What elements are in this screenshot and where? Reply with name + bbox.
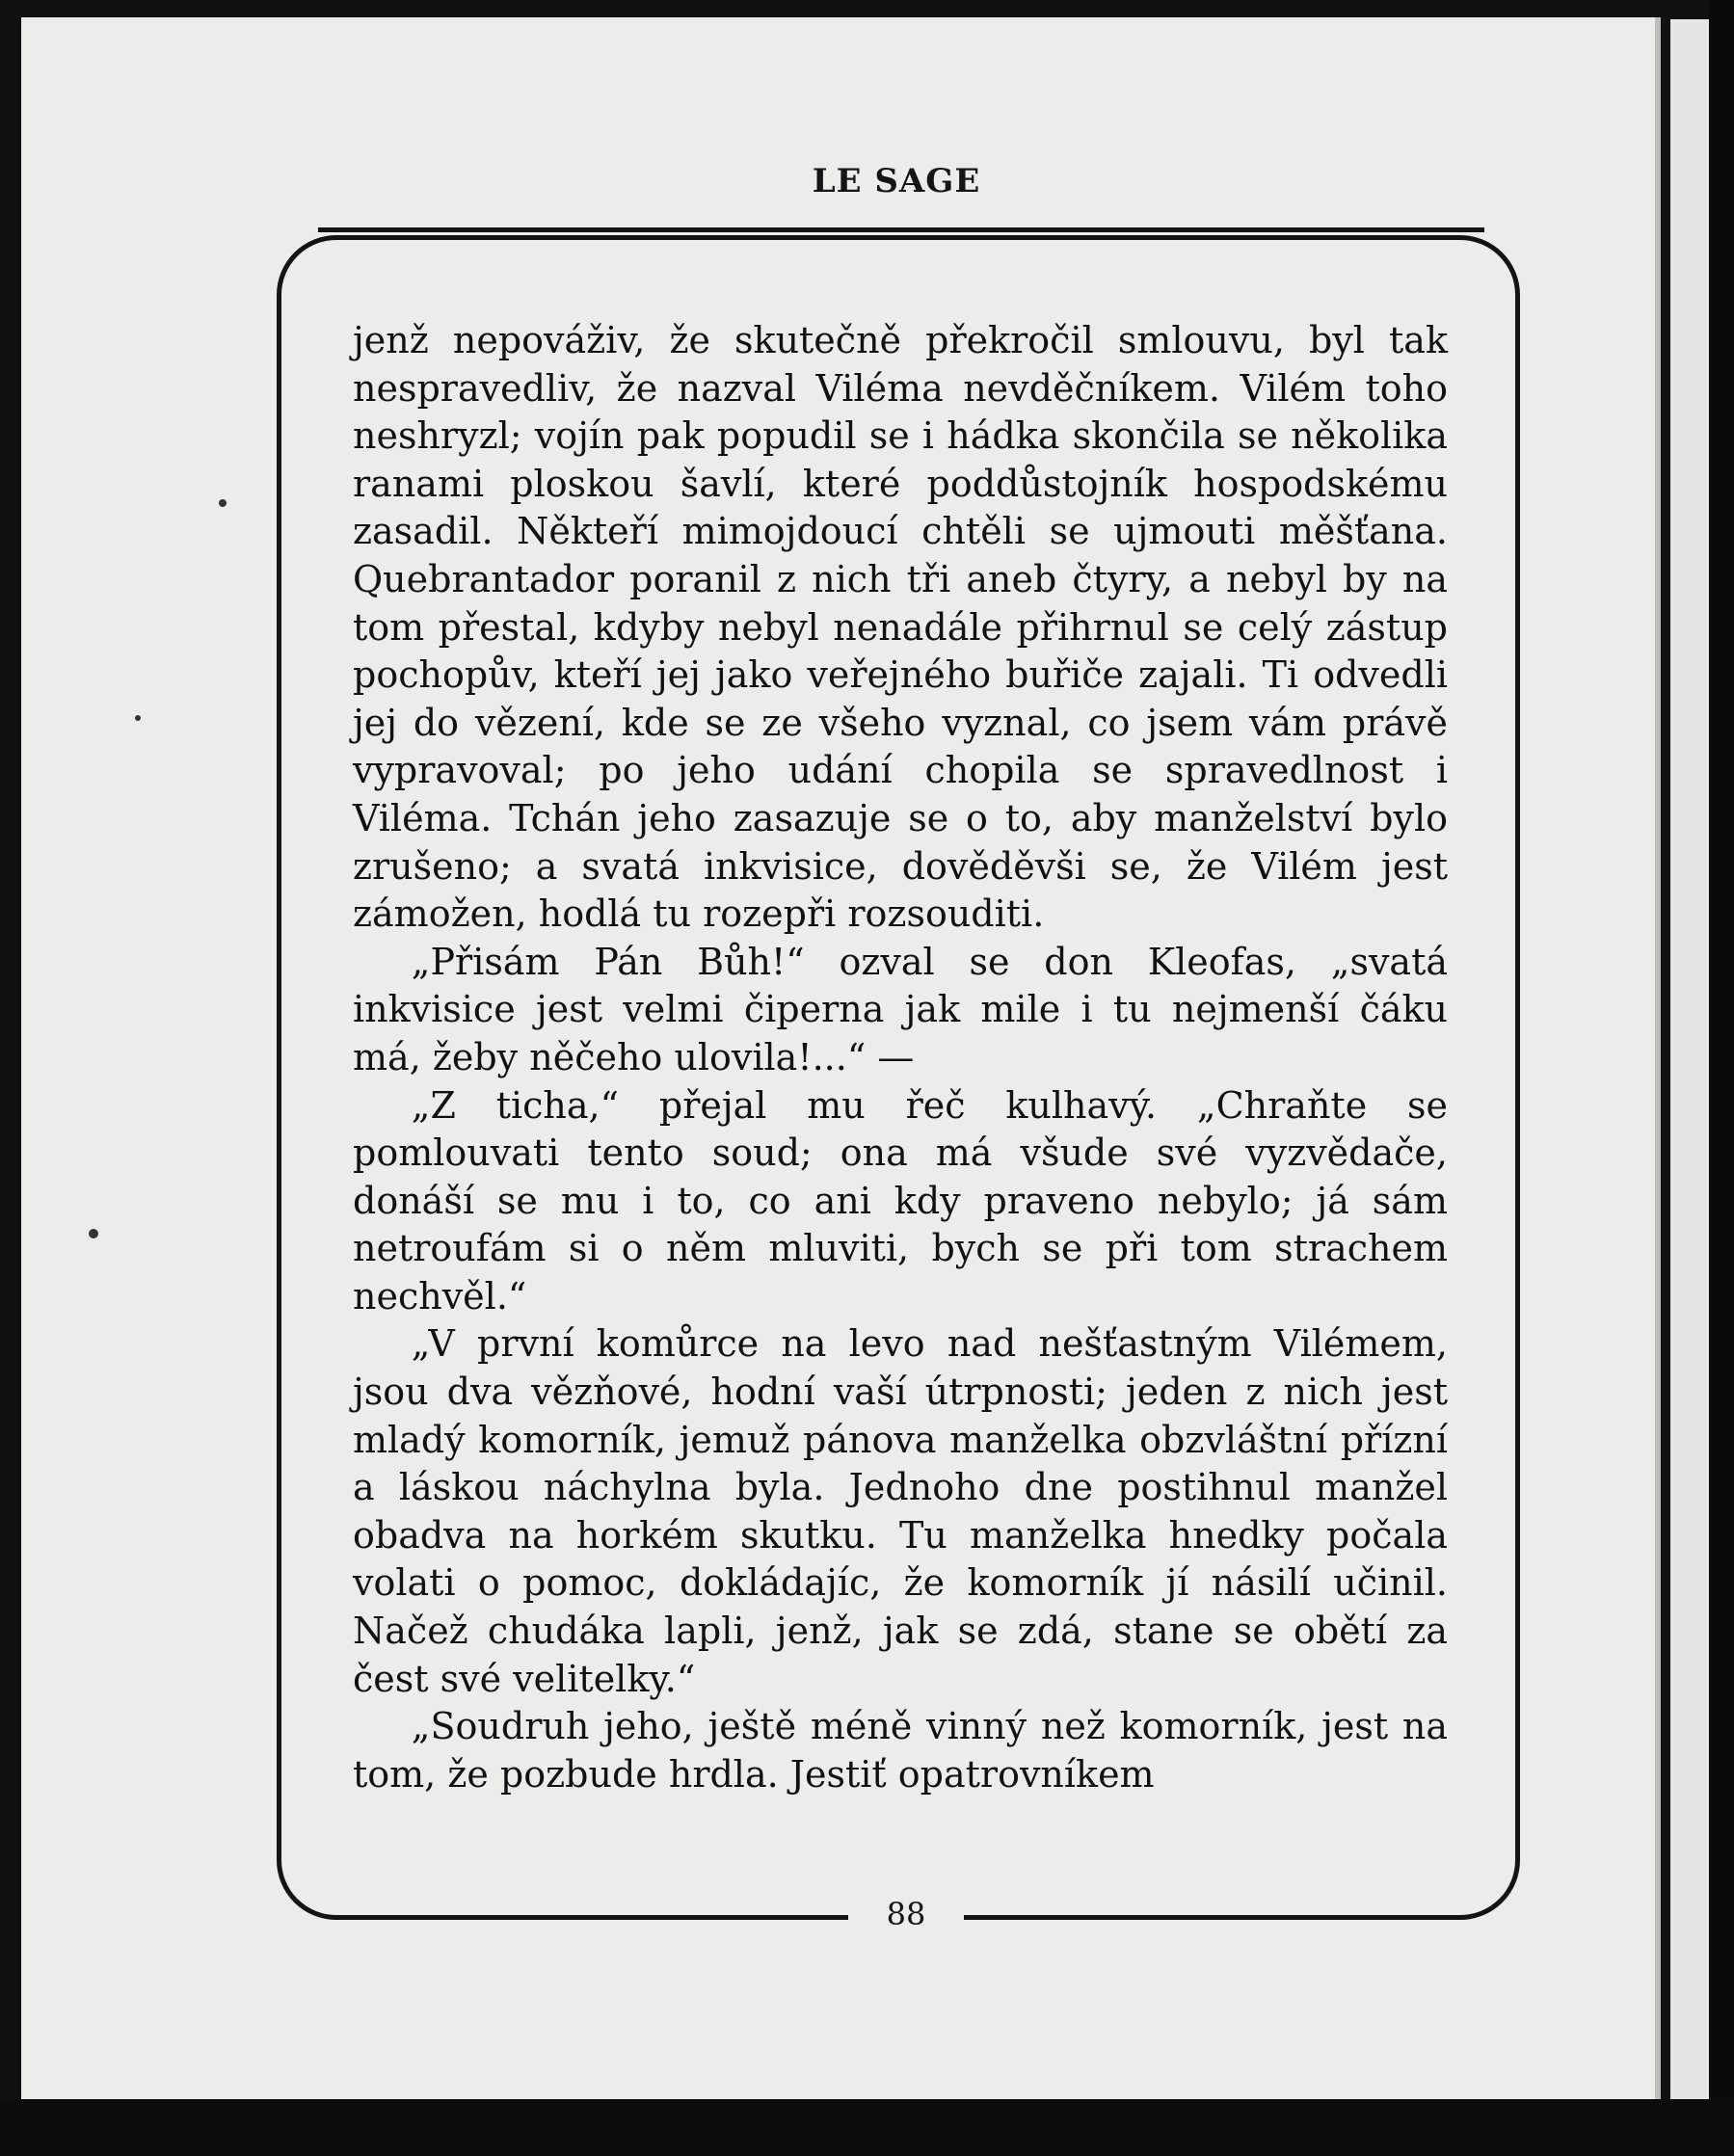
paragraph: „Soudruh jeho, ještě méně vinný než komorník, jest na tom, že pozbude hrdla. Jestiť opatrovníkem xyxy=(353,1705,1448,1796)
paragraph: „Z ticha,“ přejal mu řeč kulhavý. „Chraňte se pomlouvati tento soud; ona má všude své vyzvědače, donáší se mu i to, co ani kdy praveno nebylo; já sám netroufám si o něm mluviti, bych se při tom strachem nechvěl.“ xyxy=(353,1083,1448,1318)
paper-speck xyxy=(135,715,141,721)
frame-top-rule xyxy=(318,227,1484,232)
paper-speck xyxy=(89,1229,98,1238)
paragraph: „Přisám Pán Bůh!“ ozval se don Kleofas, „svatá inkvisice jest velmi čiperna jak mile i tu nejmenší čáku má, žeby něčeho ulovila!...“ — xyxy=(353,940,1448,1078)
paragraph: jenž nepováživ, že skutečně překročil smlouvu, byl tak nespravedliv, že nazval Viléma nevděčníkem. Vilém toho neshryzl; vojín pak popudil se i hádka skončila se několika ranami ploskou šavlí, které poddůstojník hospodskému zasadil. Někteří mimojdoucí chtěli se ujmouti měšťana. Quebrantador poranil z nich tři aneb čtyry, a nebyl by na tom přestal, kdyby nebyl nenadále přihrnul se celý zástup pochopův, kteří jej jako veřejného buřiče zajali. Ti odvedli jej do vězení, kde se ze všeho vyznal, co jsem vám právě vypravoval; po jeho udání chopila se spravedlnost i Viléma. Tchán jeho zasazuje se o to, aby manželství bylo zrušeno; a svatá inkvisice, dověděvši se, že Vilém jest zámožen, hodlá tu rozepři rozsouditi. xyxy=(353,319,1448,936)
body-text xyxy=(353,317,1448,1798)
running-head: LE SAGE xyxy=(812,162,981,200)
page-number: 88 xyxy=(886,1896,926,1932)
paper-speck xyxy=(219,499,227,507)
scan-border-right xyxy=(1709,0,1734,2156)
scan-border-bottom xyxy=(0,2099,1734,2156)
paragraph: „V první komůrce na levo nad nešťastným Vilémem, jsou dva vězňové, hodní vaší útrpnosti; jeden z nich jest mladý komorník, jemuž pánova manželka obzvláštní přízní a láskou náchylna byla. Jednoho dne postihnul manžel obadva na horkém skutku. Tu manželka hnedky počala volati o pomoc, dokládajíc, že komorník jí násilí učinil. Načež chudáka lapli, jenž, jak se zdá, stane se obětí za čest své velitelky.“ xyxy=(353,1322,1448,1700)
facing-page-edge xyxy=(1670,19,1709,2101)
